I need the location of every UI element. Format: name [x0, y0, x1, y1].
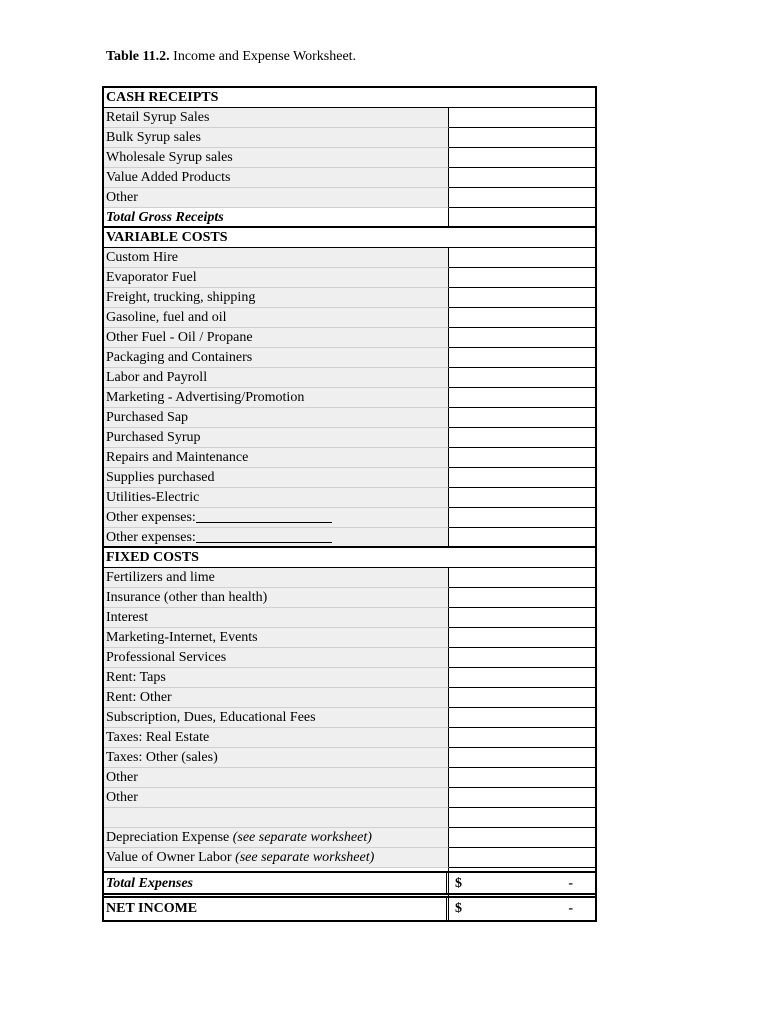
- row-label: Freight, trucking, shipping: [104, 288, 449, 308]
- row-label: Total Gross Receipts: [104, 208, 449, 226]
- row-label: Bulk Syrup sales: [104, 128, 449, 148]
- section-header-cash-receipts: [104, 88, 595, 108]
- line-item-row: [104, 148, 595, 168]
- row-label: NET INCOME: [104, 898, 449, 920]
- amount-cell[interactable]: [449, 188, 595, 208]
- fill-in-line[interactable]: [196, 529, 332, 543]
- table-caption: [106, 49, 356, 65]
- total-gross-receipts-row: [104, 208, 595, 228]
- line-item-row: [104, 348, 595, 368]
- owner-labor-row: [104, 848, 595, 868]
- row-label: Purchased Syrup: [104, 428, 449, 448]
- line-item-row: [104, 468, 595, 488]
- amount-cell[interactable]: [449, 248, 595, 268]
- amount-cell[interactable]: [449, 668, 595, 688]
- row-label: Retail Syrup Sales: [104, 108, 449, 128]
- row-label: Other: [104, 188, 449, 208]
- row-label: Value Added Products: [104, 168, 449, 188]
- section-title: CASH RECEIPTS: [106, 90, 219, 105]
- row-label: Depreciation Expense (see separate worksheet): [104, 828, 449, 848]
- amount-cell[interactable]: [449, 748, 595, 768]
- amount-cell[interactable]: [449, 148, 595, 168]
- row-label: Marketing-Internet, Events: [104, 628, 449, 648]
- currency-symbol: $: [455, 876, 462, 891]
- line-item-row: [104, 388, 595, 408]
- amount-cell[interactable]: [449, 628, 595, 648]
- row-label: Fertilizers and lime: [104, 568, 449, 588]
- line-item-row: [104, 248, 595, 268]
- row-label: Rent: Other: [104, 688, 449, 708]
- line-item-row: [104, 628, 595, 648]
- amount-cell[interactable]: [449, 528, 595, 546]
- amount-cell[interactable]: [449, 648, 595, 668]
- line-item-row: [104, 708, 595, 728]
- amount-cell[interactable]: [449, 508, 595, 528]
- table-title: Income and Expense Worksheet.: [173, 49, 357, 64]
- amount-cell[interactable]: [449, 688, 595, 708]
- line-item-row: [104, 328, 595, 348]
- amount-cell[interactable]: [449, 848, 595, 868]
- amount-cell[interactable]: [449, 808, 595, 828]
- line-item-row: [104, 128, 595, 148]
- line-item-row: [104, 608, 595, 628]
- amount-cell[interactable]: [449, 168, 595, 188]
- row-label: Packaging and Containers: [104, 348, 449, 368]
- amount-cell[interactable]: [449, 768, 595, 788]
- amount-cell[interactable]: [449, 448, 595, 468]
- line-item-row: [104, 568, 595, 588]
- amount-cell[interactable]: [449, 488, 595, 508]
- row-label: Interest: [104, 608, 449, 628]
- amount-cell: [449, 898, 595, 920]
- other-expenses-row: [104, 528, 595, 548]
- row-label: Value of Owner Labor (see separate worksheet): [104, 848, 449, 868]
- fixed-costs-list: [104, 568, 595, 808]
- blank-row: [104, 808, 595, 828]
- row-label: Custom Hire: [104, 248, 449, 268]
- amount-cell[interactable]: [449, 608, 595, 628]
- row-label: [104, 808, 449, 828]
- row-label: Evaporator Fuel: [104, 268, 449, 288]
- amount-cell[interactable]: [449, 328, 595, 348]
- other-expenses-row: [104, 508, 595, 528]
- cash-receipts-list: [104, 108, 595, 208]
- amount-cell[interactable]: [449, 388, 595, 408]
- line-item-row: [104, 688, 595, 708]
- line-item-row: [104, 788, 595, 808]
- section-title: VARIABLE COSTS: [106, 230, 228, 245]
- amount-cell[interactable]: [449, 368, 595, 388]
- amount-cell[interactable]: [449, 568, 595, 588]
- line-item-row: [104, 448, 595, 468]
- line-item-row: [104, 368, 595, 388]
- row-label: Repairs and Maintenance: [104, 448, 449, 468]
- row-label: Total Expenses: [104, 873, 449, 893]
- line-item-row: [104, 188, 595, 208]
- table-number: Table 11.2.: [106, 49, 170, 64]
- line-item-row: [104, 748, 595, 768]
- line-item-row: [104, 488, 595, 508]
- line-item-row: [104, 588, 595, 608]
- section-header-variable-costs: [104, 228, 595, 248]
- total-expenses-row: [104, 873, 595, 895]
- row-label: Labor and Payroll: [104, 368, 449, 388]
- amount-cell[interactable]: [449, 468, 595, 488]
- row-label: Rent: Taps: [104, 668, 449, 688]
- row-label: Other: [104, 768, 449, 788]
- row-label: Other expenses:: [104, 528, 449, 546]
- line-item-row: [104, 408, 595, 428]
- line-item-row: [104, 728, 595, 748]
- net-income-row: [104, 898, 595, 920]
- amount-cell[interactable]: [449, 208, 595, 226]
- amount-cell[interactable]: [449, 408, 595, 428]
- row-label: Other expenses:: [104, 508, 449, 528]
- amount-cell[interactable]: [449, 428, 595, 448]
- row-label: Other Fuel - Oil / Propane: [104, 328, 449, 348]
- amount-cell[interactable]: [449, 288, 595, 308]
- line-item-row: [104, 288, 595, 308]
- income-expense-worksheet: [102, 86, 597, 922]
- row-label: Subscription, Dues, Educational Fees: [104, 708, 449, 728]
- row-label: Wholesale Syrup sales: [104, 148, 449, 168]
- amount-value: -: [568, 876, 573, 891]
- fill-in-line[interactable]: [196, 509, 332, 523]
- amount-cell[interactable]: [449, 308, 595, 328]
- amount-cell[interactable]: [449, 128, 595, 148]
- line-item-row: [104, 168, 595, 188]
- line-item-row: [104, 268, 595, 288]
- line-item-row: [104, 428, 595, 448]
- amount-cell[interactable]: [449, 828, 595, 848]
- amount-cell: [449, 873, 595, 893]
- row-label: Supplies purchased: [104, 468, 449, 488]
- row-label: Marketing - Advertising/Promotion: [104, 388, 449, 408]
- amount-cell[interactable]: [449, 268, 595, 288]
- row-label: Utilities-Electric: [104, 488, 449, 508]
- row-label: Taxes: Real Estate: [104, 728, 449, 748]
- line-item-row: [104, 668, 595, 688]
- amount-cell[interactable]: [449, 788, 595, 808]
- row-label: Purchased Sap: [104, 408, 449, 428]
- row-label: Insurance (other than health): [104, 588, 449, 608]
- line-item-row: [104, 108, 595, 128]
- amount-cell[interactable]: [449, 588, 595, 608]
- amount-cell[interactable]: [449, 348, 595, 368]
- row-label: Other: [104, 788, 449, 808]
- amount-cell[interactable]: [449, 708, 595, 728]
- line-item-row: [104, 648, 595, 668]
- line-item-row: [104, 768, 595, 788]
- variable-costs-list: [104, 248, 595, 508]
- line-item-row: [104, 308, 595, 328]
- amount-cell[interactable]: [449, 728, 595, 748]
- amount-value: -: [568, 901, 573, 916]
- row-label: Professional Services: [104, 648, 449, 668]
- section-title: FIXED COSTS: [106, 550, 199, 565]
- row-label: Taxes: Other (sales): [104, 748, 449, 768]
- amount-cell[interactable]: [449, 108, 595, 128]
- currency-symbol: $: [455, 901, 462, 916]
- row-label: Gasoline, fuel and oil: [104, 308, 449, 328]
- depreciation-expense-row: [104, 828, 595, 848]
- section-header-fixed-costs: [104, 548, 595, 568]
